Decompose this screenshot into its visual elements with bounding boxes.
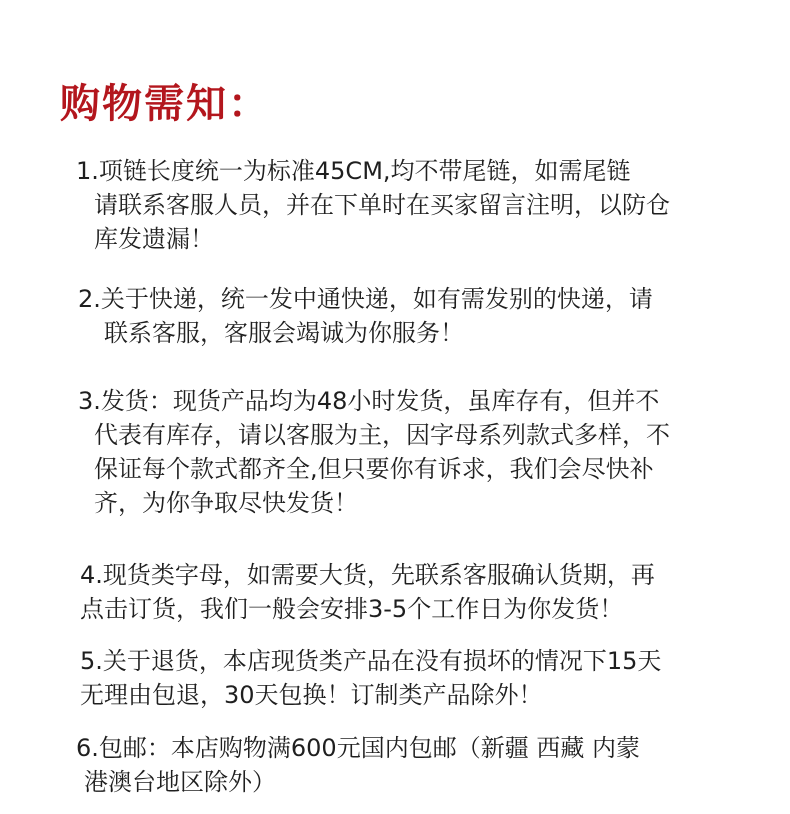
notice-line: 1.项链长度统一为标准45CM,均不带尾链，如需尾链 bbox=[76, 157, 631, 185]
notice-line: 请联系客服人员，并在下单时在买家留言注明，以防仓 bbox=[94, 191, 670, 219]
notice-line: 齐，为你争取尽快发货！ bbox=[94, 489, 358, 517]
notice-line: 库发遗漏！ bbox=[94, 225, 214, 253]
notice-item-4 bbox=[80, 558, 655, 626]
notice-item-1 bbox=[76, 154, 670, 256]
notice-line: 3.发货：现货产品均为48小时发货，虽库存有，但并不 bbox=[78, 387, 660, 415]
notice-line: 2.关于快递，统一发中通快递，如有需发别的快递，请 bbox=[78, 285, 653, 313]
notice-line: 保证每个款式都齐全,但只要你有诉求，我们会尽快补 bbox=[94, 455, 654, 483]
notice-item-3 bbox=[78, 384, 670, 520]
notice-line: 4.现货类字母，如需要大货，先联系客服确认货期，再 bbox=[80, 561, 655, 589]
notice-item-5 bbox=[80, 644, 661, 712]
notice-line: 6.包邮：本店购物满600元国内包邮（新疆 西藏 内蒙 bbox=[76, 734, 640, 762]
notice-line: 港澳台地区除外） bbox=[84, 768, 276, 796]
notice-line: 点击订货，我们一般会安排3-5个工作日为你发货！ bbox=[80, 595, 624, 623]
page-title: 购物需知： bbox=[60, 81, 270, 127]
notice-line: 无理由包退，30天包换！订制类产品除外！ bbox=[80, 681, 543, 709]
notice-line: 联系客服，客服会竭诚为你服务！ bbox=[104, 319, 464, 347]
notice-item-6 bbox=[76, 731, 640, 799]
notice-line: 代表有库存，请以客服为主，因字母系列款式多样，不 bbox=[94, 421, 670, 449]
notice-line: 5.关于退货，本店现货类产品在没有损坏的情况下15天 bbox=[80, 647, 662, 675]
notice-item-2 bbox=[78, 282, 653, 350]
